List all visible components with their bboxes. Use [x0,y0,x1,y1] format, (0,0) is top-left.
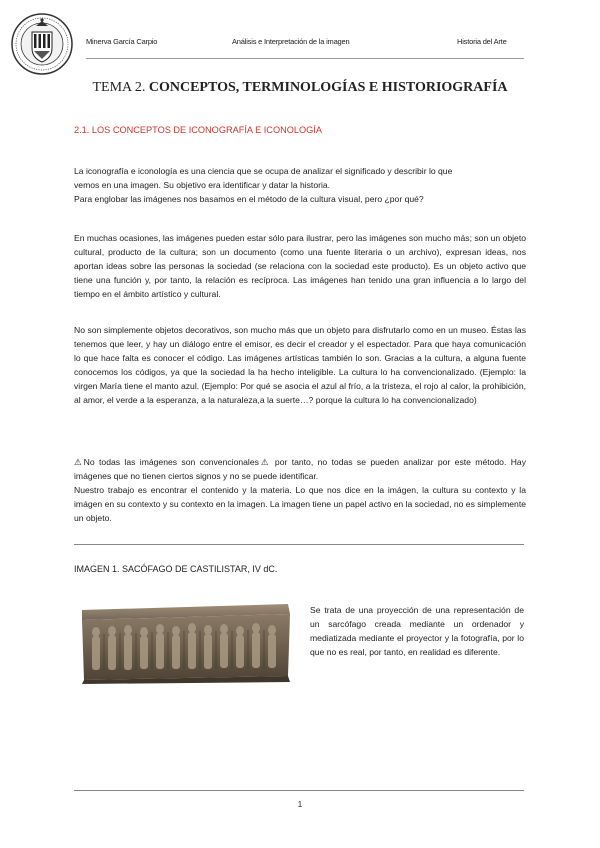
paragraph-conventional [74,455,526,525]
paragraph-not-decorative: No son simplemente objetos decorativos, son mucho más que un objeto para disfrutarlo como en un museo. Éstas las tenemos que leer, y hay un diálogo entre el emisor, es decir el creador y el espectador. Para que haya comunicación lo que hace falta es conocer el código. Las imágenes artísticas también lo son. Gracias a la cultura, a alguna fuente conocemos los códigos, ya que la sociedad la ha hecho inteligible. La cultura lo ha convencionalizado. (Ejemplo: la virgen María tiene el manto azul. (Ejemplo: Por qué se asocia el azul al frío, a la tristeza, el rojo al calor, la prohibición, al amor, el verde a la esperanza, a la naturaleza,a la suerte…? porque la cultura lo ha convencionalizado) [74,325,526,405]
paragraph-intro [74,164,526,206]
intro-line: La iconografía e iconología es una ciencia que se ocupa de analizar el significado y describir lo que [74,166,453,176]
section-divider [74,544,524,545]
section-heading: 2.1. LOS CONCEPTOS DE ICONOGRAFÍA E ICONOLOGÍA [74,125,322,135]
intro-line: Para englobar las imágenes nos basamos en el método de la cultura visual, pero ¿por qué? [74,194,424,204]
header-divider [86,58,524,59]
header-subject: Historia del Arte [457,37,507,46]
header-course: Análisis e Interpretación de la imagen [232,37,350,46]
footer-divider [74,790,524,791]
intro-line: vemos en una imagen. Su objetivo era identificar y datar la historia. [74,180,331,190]
title-lead: TEMA 2. [92,80,146,95]
work-text: Nuestro trabajo es encontrar el contenido y la materia. Lo que nos dice en la imágen, la cultura su contexto y la imágen en su contexto y su contexto en la imagen. La imagen tiene un papel activo en la sociedad, no es simplemente un objeto. [74,485,526,523]
image-heading: IMAGEN 1. SACÓFAGO DE CASTILISTAR, IV dC. [74,564,278,574]
university-seal-logo [10,8,74,80]
page-title [0,80,600,96]
header-author: Minerva García Carpio [86,37,158,46]
warning-text: ⚠No todas las imágenes son convencionales⚠ por tanto, no todas se pueden analizar por este método. Hay imágenes que no tienen ciertos signos y no se puede identificar. [74,457,526,481]
paragraph-images-cultural-object: En muchas ocasiones, las imágenes pueden estar sólo para ilustrar, pero las imágenes son mucho más; son un objeto cultural, producto de la cultura; son un documento (como una fuente literaria o un archivo), expresan ideas, nos aportan ideas sobre las personas la sociedad (se relaciona con la sociedad este producto). Es un objeto activo que tiene una función y, por tanto, la relación es recíproca. Las imágenes han tenido una gran influencia a lo largo del tiempo en el ámbito artístico y cultural. [74,233,526,299]
title-rest: CONCEPTOS, TERMINOLOGÍAS E HISTORIOGRAFÍA [148,80,508,95]
image-caption: Se trata de una proyección de una representación de un sarcófago creada mediante un ordenador y mediatizada mediante el proyector y la fotografía, por lo que no es real, por tanto, en realidad es diferente. [310,605,524,657]
page-number: 1 [297,800,303,809]
sarcophagus-image [78,598,292,684]
